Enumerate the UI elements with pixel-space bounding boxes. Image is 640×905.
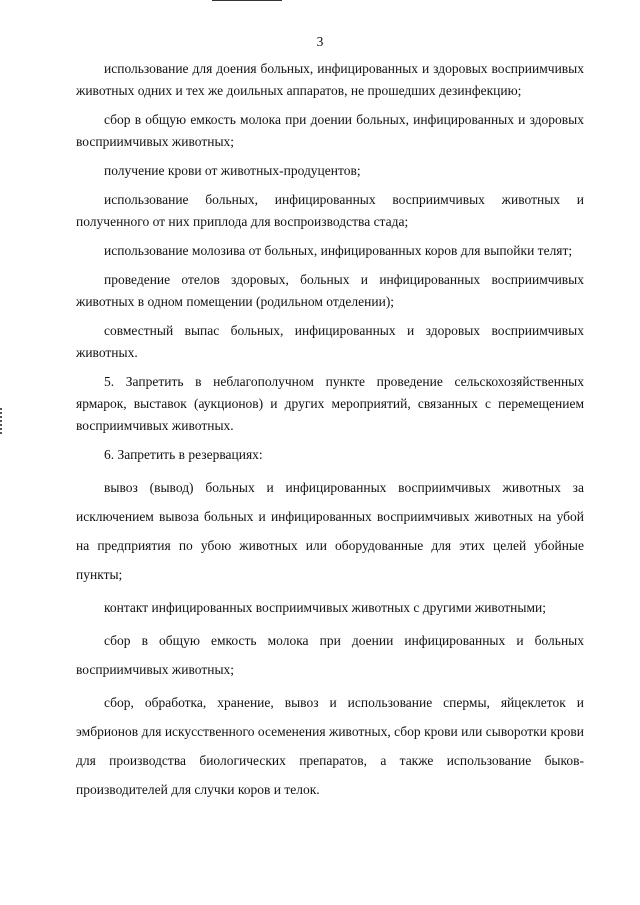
top-edge-line (212, 0, 282, 1)
paragraph: контакт инфицированных восприимчивых животных с другими животными; (104, 600, 546, 615)
paragraph: сбор в общую емкость молока при доении инфицированных и больных восприимчивых животных; (76, 633, 584, 677)
paragraph-item-5: 5. Запретить в неблагополучном пункте проведение сельскохозяйственных ярмарок, выставок (аукционов) и других мероприятий, связанных с перемещением восприимчивых животных. (76, 374, 584, 433)
binding-marks (0, 408, 4, 434)
paragraph: совместный выпас больных, инфицированных и здоровых восприимчивых животных. (76, 323, 584, 360)
paragraph: использование молозива от больных, инфицированных коров для выпойки телят; (104, 243, 573, 258)
document-body (76, 58, 584, 808)
paragraph: вывоз (вывод) больных и инфицированных восприимчивых животных за исключением вывоза больных и инфицированных восприимчивых животных на убой на предприятия по убою животных или оборудованные для этих целей убойные пункты; (76, 480, 584, 582)
paragraph: использование больных, инфицированных восприимчивых животных и полученного от них приплода для воспроизводства стада; (76, 192, 584, 229)
page-number: 3 (316, 34, 324, 49)
paragraph: сбор, обработка, хранение, вывоз и использование спермы, яйцеклеток и эмбрионов для искусственного осеменения животных, сбор крови или сыворотки крови для производства биологических препаратов, а также использование быков-производителей для случки коров и телок. (76, 695, 584, 797)
paragraph: использование для доения больных, инфицированных и здоровых восприимчивых животных одних и тех же доильных аппаратов, не прошедших дезинфекцию; (76, 61, 584, 98)
paragraph: получение крови от животных-продуцентов; (104, 163, 361, 178)
paragraph: сбор в общую емкость молока при доении больных, инфицированных и здоровых восприимчивых животных; (76, 112, 584, 149)
paragraph: проведение отелов здоровых, больных и инфицированных восприимчивых животных в одном помещении (родильном отделении); (76, 272, 584, 309)
paragraph-item-6: 6. Запретить в резервациях: (104, 447, 263, 462)
